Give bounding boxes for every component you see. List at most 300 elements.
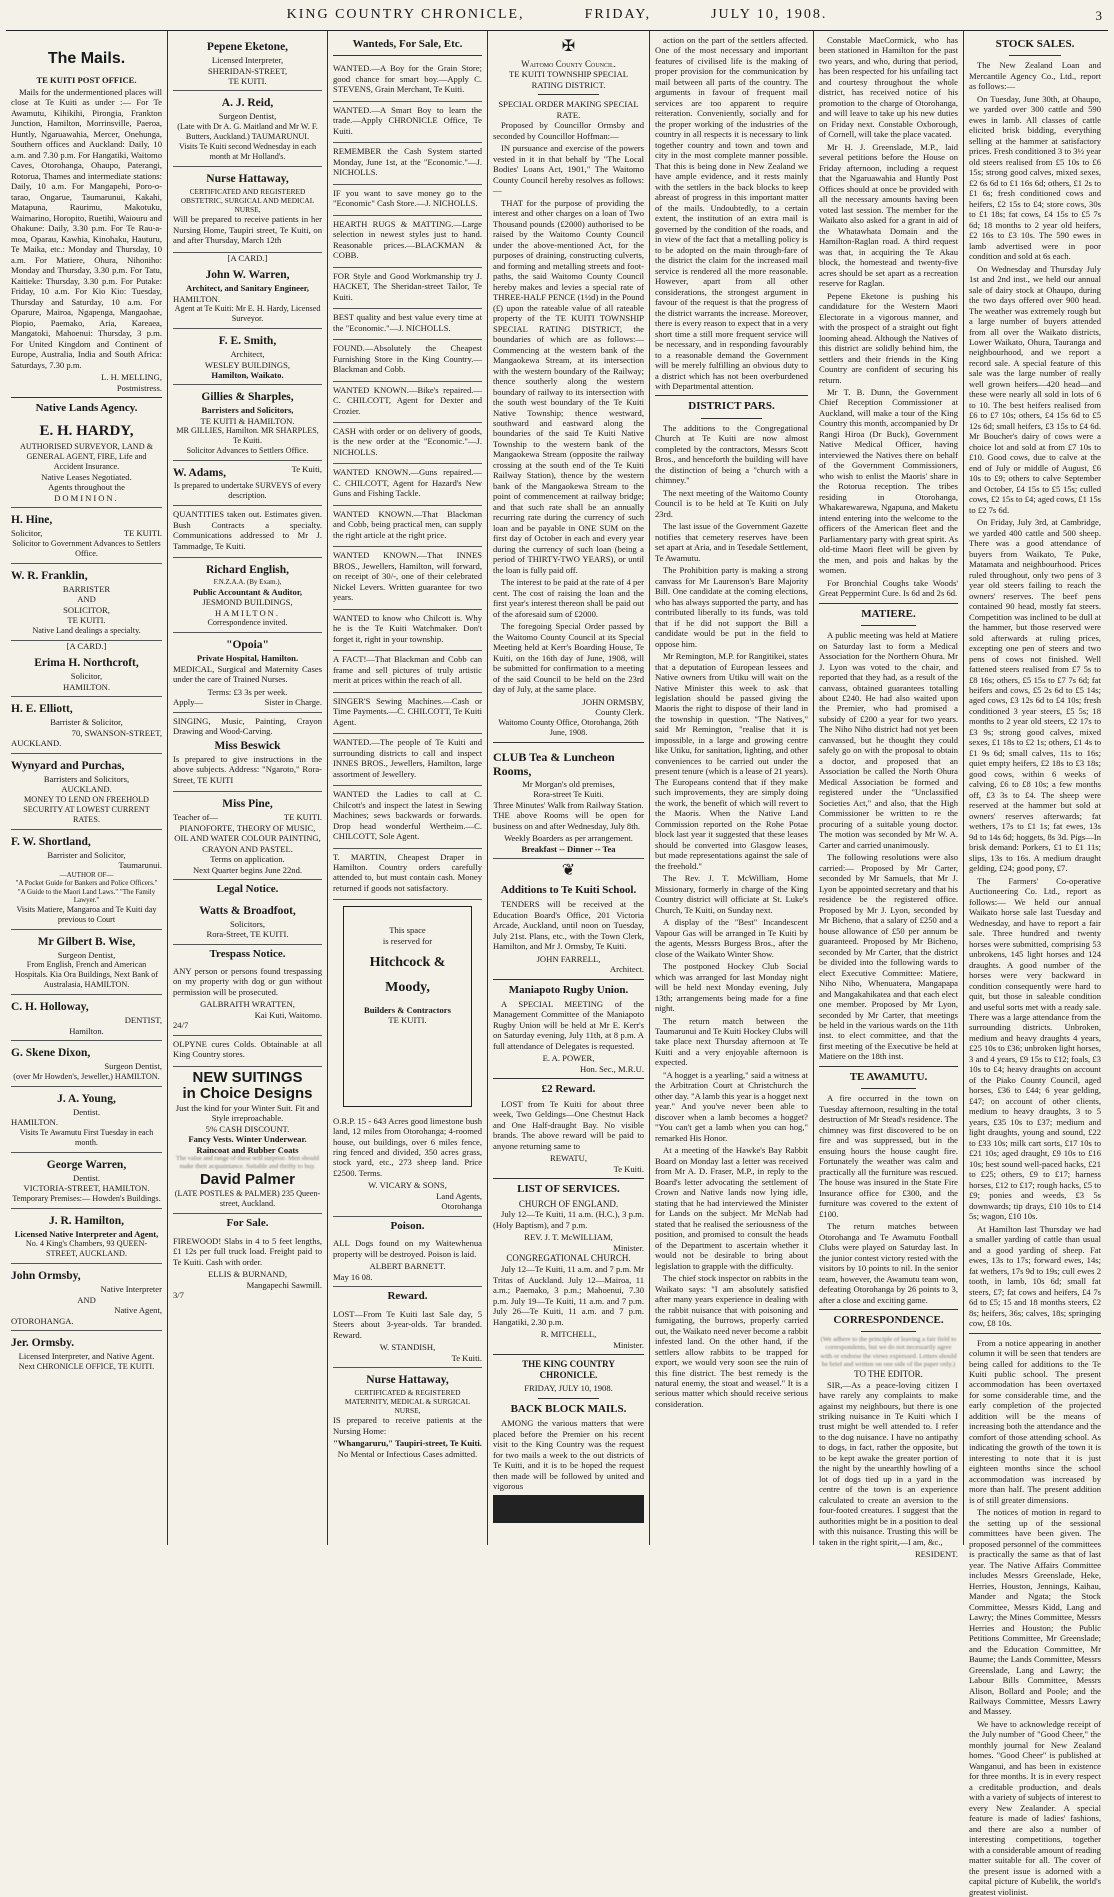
suitings-text: Just the kind for your Winter Suit. Fit and Style irreproachable. — [175, 1102, 320, 1124]
wanteds-heading: Wanteds, For Sale, Etc. — [352, 38, 463, 50]
council-para-4: The foregoing Special Order passed by the Waitomo County Council at its Special Meeting held at Kerr's Boarding House, Te Kuiti, on the 16th day of June, 1908, will be submitted for confirmation to a meeting of the said Council to be held on the 23rd day of July, at the same place. — [493, 621, 644, 695]
holloway-role: DENTIST, — [124, 1015, 162, 1026]
correspondence-note: (We adhere to the principle of leaving a fair field to correspondents, but we do not necessarily agree with or endorse the views expressed. Letters should be brief and written on one side of the paper only.) — [820, 1336, 957, 1368]
opoia-terms: Terms: £3 3s per week. — [207, 686, 288, 697]
postmaster-role: Postmistress. — [116, 382, 162, 393]
shortland-role: Barrister and Solicitor, — [47, 849, 126, 860]
wanted-ad-text: REMEMBER the Cash System started Monday, June 1st, at the "Economic."—J. NICHOLLS. — [333, 146, 482, 178]
ormsby-role1: Native Interpreter — [100, 1284, 162, 1295]
firewood-ref: 3/7 — [173, 1290, 184, 1301]
adams-name: W. Adams, — [173, 467, 226, 480]
wanted-ad — [333, 547, 482, 609]
wynyard-ad — [11, 754, 162, 830]
english-ad — [173, 558, 322, 633]
wanted-ad — [333, 786, 482, 848]
opoia-role: Private Hospital, Hamilton. — [196, 653, 299, 664]
club-sub: Mr Morgan's old premises, — [522, 778, 615, 789]
nurse-name: Nurse Hattaway, — [206, 172, 289, 185]
elliott-ad — [11, 697, 162, 753]
english-cred: F.N.Z.A.A. (By Exam.), — [213, 578, 282, 587]
wanted-ad-text: WANTED.—A Smart Boy to learn the trade.—Apply CHRONICLE Office, Te Kuiti. — [333, 104, 482, 136]
reward-text: LOST—From Te Kuiti last Sale day, 5 Steers about 3-year-olds. Tar branded. Reward. — [333, 1308, 482, 1340]
wanted-ad — [333, 143, 482, 184]
pepene-addr: SHERIDAN-STREET, — [207, 65, 288, 76]
suitings-small-print: The value and range of these will surprise. Men should make their acquaintance. Suitable and thrifty to buy. — [176, 1155, 319, 1171]
hine-ad — [11, 508, 162, 564]
church1-heading: CHURCH OF ENGLAND. — [518, 1198, 619, 1209]
stock-sales-heading: STOCK SALES. — [995, 38, 1075, 50]
wanted-ad-text: FOUND.—Absolutely the Cheapest Furnishing Store in the King Country.—Blackman and Cobb. — [333, 343, 482, 375]
club-text: THE above Rooms will be open for business on and after Wednesday, July 8th. — [493, 810, 644, 831]
wanted-ad-text: WANTED the Ladies to call at C. Chilcott's and inspect the latest in Sewing Machines; sews backwards or forwards. Drop head wonderful Wertheim.—C. CHILCOTT, Sole Agent. — [333, 789, 482, 842]
pine-teacher: Teacher of— — [173, 812, 218, 823]
church2-role: Minister. — [613, 1339, 644, 1350]
par-7: A display of the "Best" Incandescent Vapour Gas will be arranged in Te Kuiti by the agents, Messrs Burgess Bros., after the close of the Waikato Winter Show. — [655, 917, 808, 959]
jer-name: Jer. Ormsby. — [11, 1337, 75, 1350]
poison-text: ALL Dogs found on my Waitewhenua property will be destroyed. Poison is laid. — [333, 1238, 482, 1259]
wanted-ad — [333, 268, 482, 309]
watts-ad — [173, 899, 322, 945]
hine-name: H. Hine, — [11, 514, 53, 527]
paper-name: THE KING COUNTRY CHRONICLE. — [522, 1359, 615, 1381]
dixon-role: Surgeon Dentist, — [104, 1061, 162, 1072]
adams-ad — [173, 461, 322, 506]
par-6: The Rev. J. T. McWilliam, Home Missionary, formerly in charge of the King Country district will officiate at St. Luke's Church, Te Kuiti, on Sunday next. — [655, 873, 808, 915]
wanted-ad-text: WANTED.—The people of Te Kuiti and surrounding districts to call and inspect INNES BROS., Jewellers, Hamilton, large assortment of Jewellery. — [333, 737, 482, 779]
church1-role: Minister. — [613, 1242, 644, 1253]
gwarren-ad — [11, 1153, 162, 1209]
church1-text: July 12—Te Kuiti, 11 a.m. (H.C.), 3 p.m. (Holy Baptism), and 7 p.m. — [493, 1209, 644, 1230]
jer-ormsby-ad — [11, 1331, 162, 1376]
gillies-role: Barristers and Solicitors, — [201, 405, 294, 416]
wynyard-text: MONEY TO LEND ON FREEHOLD SECURITY AT LOWEST CURRENT RATES. — [23, 794, 150, 824]
ormsby-and: AND — [77, 1294, 96, 1305]
column-3 — [328, 31, 488, 1545]
column-2 — [168, 31, 328, 1545]
northcroft-name: Erima H. Northcroft, — [34, 657, 139, 670]
par-4: The Prohibition party is making a strong canvass for Mr Laurenson's Bare Majority Bill. One candidate at the coming elections, who has always supported the party, and has contributed liberally to its funds, was told that if he did not support the Bill a candidate would be put in the field to oppose him. — [655, 565, 808, 649]
wanted-ad-text: WANTED KNOWN.—That INNES BROS., Jewellers, Hamilton, will forward, on receipt of 30/-, one of their celebrated Nickel Levers. Written guarantee for two years. — [333, 550, 482, 603]
jer-text: Next CHRONICLE OFFICE, TE KUITI. — [18, 1361, 155, 1371]
wanted-ad-text: WANTED KNOWN.—That Blackman and Cobb, being practical men, can supply the right article at the right price. — [333, 508, 482, 540]
young-role: Dentist. — [73, 1106, 100, 1117]
club-walk: Three Minutes' Walk from Railway Station. — [493, 799, 644, 810]
gwarren-addr: VICTORIA-STREET, HAMILTON. — [23, 1183, 150, 1194]
david-palmer-name: David Palmer — [199, 1171, 296, 1189]
pine-name: Miss Pine, — [222, 798, 273, 811]
adams-text: Is prepared to undertake SURVEYS of every description. — [173, 481, 322, 501]
council-sign: JOHN ORMSBY, — [582, 696, 644, 707]
services-heading: LIST OF SERVICES. — [517, 1183, 620, 1196]
matiere-heading: MATIERE. — [861, 607, 916, 620]
wanted-ad — [333, 60, 482, 101]
trespass-text: ANY person or persons found trespassing on my property with dog or gun without permission will be prosecuted. — [173, 966, 322, 997]
rugby-role: Hon. Sec., M.R.U. — [580, 1063, 644, 1074]
wanteds-list — [333, 60, 482, 900]
watts-place: Rora-Street, TE KUITI. — [206, 929, 289, 940]
opoia-apply: Apply— — [173, 697, 204, 708]
shortland-books: "A Pocket Guide for Bankers and Police Officers." "A Guide to the Maori Land Laws." "The Family Lawyer." — [15, 879, 158, 905]
hardy-negotiated: Native Leases Negotiated. — [41, 471, 132, 482]
franklin-place: TE KUITI. — [67, 615, 106, 626]
news-1: Constable MacCormick, who has been stationed in Hamilton for the past two years, and who, during that period, has been respected for his unfailing tact and courtesy throughout the whole district, has received notice of his promotion to the charge of Otorohanga, and will leave to take up his new duties on Friday next. Constable Oxborough, of Cornell, will take the place vacated. — [819, 35, 958, 140]
council-para-2: THAT for the purpose of providing the interest and other charges on a loan of Two Thousand pounds (£2000) authorised to be raised by the Waitomo County Council under the above-mentioned Act, for the purposes of draining, constructing culverts, and forming and metalling streets and foot-paths, the said Waitomo County Council hereby makes and levies a special rate of THREE-HALF PENCE (1½d) in the Pound (£) upon the rateable value of all rateable property of the TE KUITI TOWNSHIP SPECIAL RATING DISTRICT, the boundaries of which are as follows:—Commencing at the western bank of the Mangaokewa Stream, at its intersection with the western boundary of the Railway; thence southerly along the western boundary of railway to its intersection with the south west boundary of the Te Kuiti Native Township; thence westward, southward and eastward along the boundaries of the said Te Kuiti Native Township to the western bank of the Mangaokewa Stream (opposite the railway crossing at the south end of the Te Kuiti Railway Station), thence by the western bank of the Mangaokewa Stream to the point of commencement at railway bridge; and that such rate shall be an annually recurring rate during the currency of such loan and be payable in ONE SUM on the first day of October in each and every year during the currency of such loan (being a period of THIRTY-TWO YEARS), or until the loan is fully paid off. — [493, 197, 644, 575]
wanted-ad — [333, 651, 482, 692]
stock-3: On Wednesday and Thursday July 1st and 2nd inst., we held our annual sale of dairy stock at Ohaupo, during the two days offered over 900 head. The weather was extremely rough but a large number of buyers attended from all over the Waikato districts, Lower Waikato, Ohura, Tauranga and neighbourhood, and we report a record sale. A special feature of this sale was the large number of really well grown heifers—420 head—and these were nearly all sold in lots of 6 to 10. The best heifers realised from £6 to £7 10s; others, £4 15s 6d to £5 12s 6d; small heifers, £3 15s to £4 6d. Mr Boucher's dairy of cows were a choice lot and sold at from £7 10s to £10. Good cows, due to calve at the end of July or middle of August, £6 10s to £9; others to calve September and October, £4 15s to £5 15s; culled cows, £2 15s to £4; aged cows, £1 15s to £2 7s 6d. — [969, 263, 1101, 515]
orp-sign: W. VICARY & SONS, — [368, 1180, 447, 1191]
orp-place: Otorohanga — [441, 1201, 482, 1212]
rugby-heading: Maniapoto Rugby Union. — [508, 983, 629, 996]
jwarren-name: John W. Warren, — [205, 269, 290, 282]
news-4: Mr T. B. Dunn, the Government Chief Reception Commissioner at Auckland, will make a tour of the King Country this month, accompanied by Dr Rangi Hiroa (Dr Buck), Government Native Medical Officer, having interviewed the Natives there on behalf of the Government Commissioners, who wish to enlist the Maoris' share in the Rotorua reception. The tribes residing in Otorohanga, Whakarewarewa, Ngapuna, and Maketu intend entering into the welcome to the officers of the American fleet and the Parliamentary party with great spirit. As old-time Maori fleet will be given by the men, and pois and hakas by the women. — [819, 386, 958, 576]
gwarren-name: George Warren, — [46, 1158, 127, 1171]
masthead — [6, 0, 1108, 31]
school-text: TENDERS will be received at the Education Board's Office, 201 Victoria Arcade, Auckland, until noon on Tuesday, July 21st. Plans, etc., with the Town Clerk, Hamilton, and Mr J. Ormsby, Te Kuiti. — [493, 899, 644, 952]
back-block-heading: BACK BLOCK MAILS. — [510, 1402, 627, 1415]
wynyard-role: Barristers and Solicitors, — [43, 773, 130, 784]
pine-subjects: PIANOFORTE, THEORY OF MUSIC, OIL AND WATER COLOUR PAINTING, CRAYON AND PASTEL. — [174, 822, 321, 854]
trespass-ad — [173, 963, 322, 1036]
stock-1: The New Zealand Loan and Mercantile Agency Co., Ltd., report as follows:— — [969, 60, 1101, 92]
reid-visits: Visits Te Kuiti second Wednesday in each month at Mr Holland's. — [178, 141, 317, 161]
trespass-place: Kai Kuti, Waitomo. — [254, 1009, 322, 1020]
english-text: Correspondence invited. — [207, 618, 288, 628]
orp-text: O.R.P. 15 - 643 Acres good limestone bush land, 12 miles from Otorohanga; 4-roomed house, out buildings, over 6 miles fence, ring fenced and divided, 350 acres grass, stock yard, etc., 273 sheep land. Price £2500. Terms. — [333, 1115, 482, 1178]
box-line-2: is reserved for — [382, 935, 433, 946]
gillies-name: Gillies & Sharples, — [201, 391, 294, 404]
par-5: Mr Remington, M.P. for Rangitikei, states that a deputation of European lessees and Native owners from Utiku will wait on the Native Minister this week to ask that legislation should be passed giving the Maoris the right to dispose of their land in the township in question. "The Natives," said Mr Remington, "realise that it is impossible, in a large and growing centre like Utiku, for sanitation, lighting, and other conveniences to be carried out under the present tenure (which is a lease of 21 years). The Europeans contend that if they make such improvements, they are simply doing the work, the benefit of which will revert to the Maoris. When the Native Land Commission reported on the Rohe Potae block last year it suggested that these leases should be converted into Glasgow leases, but made representations against the sale of the freehold." — [655, 651, 808, 871]
hamilton-ad — [11, 1209, 162, 1265]
par-3: The last issue of the Government Gazette notifies that cemetery reserves have been set apart at Aria, and in Tesedale Settlement, Te Awamutu. — [655, 521, 808, 563]
wanted-ad — [333, 464, 482, 505]
mails-text: Mails for the undermentioned places will close at Te Kuiti as under :— For Te Awamutu, Kihikihi, Pirongia, Frankton Junction, Hamilton, Morrinsville, Paeroa, Huntly, Ngaruawahia, Mercer, Onehunga, Southern offices and Auckland: Daily, 10 a.m. and 7.30 p.m. For Hangatiki, Waitomo Caves, Otorohanga, Ohaupo, Paterangi, Rotorua, Thames and intermediate stations: Daily, 10 a.m. For Mangapehi, Poro-o-tarao, Ongarue, Taumarunui, Kakahi, Matapuna, Raurimu, Makotuku, Waimarino, Horopito, Ruetihi, Waiouru and Ohakune: Daily, 3.30 p.m. For Te Rau-a-moa, Oparau, Kawhia, Kinohaku, Hauturu, Te Maika, etc.: Monday and Thursday, 10 a.m. For Matiere, Ohura, Nihoniho: Monday and Thursday, 3.30 p.m. For Tatu, Kaitieke: Thursday, 3.30 p.m. For Putake: Friday, 10 a.m. For Kio Kio: Tuesday, Thursday and Saturday, 10 a.m. For Oparure, Mairoa, Ngapenga, Mangaohae, Piopio, Paemako, Aria, Kareaea, Mangatoki, Mahoenui: Thursday, 3 p.m. For United Kingdom and Continent of Europe, Australia, India and South Africa: Saturdays, 7.30 p.m. — [11, 87, 162, 370]
franklin-role1: BARRISTER — [62, 583, 111, 594]
reid-role: Surgeon Dentist, — [218, 111, 277, 122]
singing-text: SINGING, Music, Painting, Crayon Drawing and Wood-Carving. — [173, 715, 322, 737]
young-place: HAMILTON. — [11, 1117, 59, 1128]
church2-heading: CONGREGATIONAL CHURCH. — [506, 1253, 631, 1264]
club-rooms-ad — [493, 747, 644, 860]
reward2-sign: REWATU, — [550, 1153, 587, 1164]
poison-heading: Poison. — [390, 1219, 425, 1232]
matiere-1: A public meeting was held at Matiere on Saturday last to form a Medical Association for the Northern Ohura. Mr J. Lyon was voted to the chair, and reported that they had, as a result of the canvass, obtained guarantees totalling about £240. He had also waited upon the Premier, who had promised a subsidy of £200 a year for two years. The Niho Niho district had not yet been canvassed, but he thought they could safely go on with the proposal to obtain a doctor, and proposed that an Association be called the North Ohura Medical Association be formed and registered under the "Unclassified Societies Act," and also, that the High Commissioner be written to re the procuring of a suitable young doctor. The motion was seconded by Mr W. A. Carter and carried unanimously. — [819, 630, 958, 850]
olpyne-text: OLPYNE cures Colds. Obtainable at all King Country stores. — [173, 1038, 322, 1060]
young-name: J. A. Young, — [57, 1092, 116, 1105]
council-office: Waitomo County Office, Otorohanga, 26th June, 1908. — [498, 717, 639, 737]
te-awamutu-1: A fire occurred in the town on Tuesday afternoon, resulting in the total destruction of Mr Stead's residence. The chimney was first discovered to be on fire and was suppressed, but in the ensuing hours the house caught fire. Fortunately the weather was calm and practically all the furniture was rescued. The house was insured in the State Fire Insurance office for £300, and the furniture was covered to the extent of £100. — [819, 1093, 958, 1219]
wanted-ad — [333, 309, 482, 340]
matiere-2: The following resolutions were also carried:— Proposed by Mr Carter, seconded by Mr Samuels, that Mr J. Lyon be appointed secretary and that his residence be the registered office. Proposed by Mr J. Lyon, seconded by Mr Bicheno, that a salary of £250 and a house allowance of £50 per annum be guaranteed. Proposed by Mr Bicheno, seconded by Mr Carter, that the district be divided into the following wards to elect Executive Committee: Matiere, Niho Niho, Whenuatera, Mangapapa and Mangakahikatea and that each elect one member. Proposed by Mr Lyon, seconded by Mr Carter, that meetings be held in the various wards on the 11th inst. to elect committee, and that the first meeting of the Executive be held at Matiere on the 18th inst. — [819, 852, 958, 1062]
reward-ad — [333, 1306, 482, 1368]
suitings-title-1: NEW SUITINGS — [192, 1068, 303, 1086]
wanted-ad-text: BEST quality and best value every time at the "Economic."—J. NICHOLLS. — [333, 312, 482, 333]
school-sign: JOHN FARRELL, — [536, 953, 601, 964]
column-4 — [488, 31, 650, 1545]
firewood-ad — [173, 1233, 322, 1305]
good-cheer-news: We have to acknowledge receipt of the July number of "Good Cheer," the monthly journal for New Zealand homes. "Good Cheer" is published at Wanganui, and has been in existence for three months. It is in every respect a creditable production, and deals with a variety of subjects of interest to every New Zealander. A special feature is made of ladies' fashions, and there are also a number of interesting competitions, together with a considerable amount of reading matter suitable for all. The cover of the present issue is adorned with a capital picture of Kubelik, the world's greatest violinist. — [969, 1718, 1101, 1897]
jwarren-agent: Agent at Te Kuiti: Mr E. H. Hardy, Licensed Surveyor. — [174, 304, 321, 323]
trespass-heading: Trespass Notice. — [209, 947, 286, 960]
box-line-4: Moody, — [385, 980, 430, 996]
hardy-dominion: DOMINION. — [54, 492, 119, 503]
watts-role: Solicitors, — [229, 918, 266, 929]
english-name: Richard English, — [205, 564, 290, 577]
club-addr: Rora-street Te Kuiti. — [533, 789, 604, 800]
legal-notice-heading: Legal Notice. — [216, 883, 279, 896]
poison-ad — [333, 1235, 482, 1287]
council-sign-role: County Clerk. — [595, 707, 644, 718]
school-crest-icon: ❦ — [561, 862, 576, 880]
suitings-title-2: in Choice Designs — [182, 1085, 313, 1103]
hardy-name: E. H. HARDY, — [39, 423, 134, 440]
stock-6: At Hamilton last Thursday we had a smaller yarding of cattle than usual and a good yarding of sheep. Fat ewes, 13s to 17s; forward ewes, 14s; fat wethers, 17s 9d to 19s; cull ewes 2 tooth, in lamb, 10s 6d; small fat steers, £7; fat cows and heifers, £4 7s 6d to £5; 15 and 18 months steers, £2 8s; heifers, 36s; calves, 18s; springing cow, £8 10s. — [969, 1223, 1101, 1329]
council-para-3: The interest to be paid at the rate of 4 per cent. The cost of raising the loan and the first year's interest thereon shall be paid out of the aforesaid sum of £2000. — [493, 577, 644, 619]
smith-ad — [173, 329, 322, 385]
page-number: 3 — [1095, 8, 1102, 23]
beswick-name: Miss Beswick — [214, 739, 281, 752]
wise-text: From English, French and American Hospitals. Kia Ora Buildings, Next Bank of Australasia, HAMILTON. — [14, 960, 159, 990]
wynyard-place: AUCKLAND. — [61, 784, 112, 795]
quantities-ad — [173, 506, 322, 558]
church1-sign: REV. J. T. McWILLIAM, — [524, 1232, 613, 1243]
smith-name: F. E. Smith, — [218, 335, 277, 347]
smith-place: Hamilton, Waikato. — [211, 369, 284, 380]
young-text: Visits Te Awamutu First Tuesday in each month. — [19, 1127, 154, 1147]
shortland-ad — [11, 830, 162, 930]
reid-name: A. J. Reid, — [221, 97, 274, 110]
wanted-ad-text: IF you want to save money go to the "Economic" Cash Store.—J. NICHOLLS. — [333, 187, 482, 209]
hardy-text: AUTHORISED SURVEYOR, LAND & GENERAL AGENT, FIRE, Life and Accident Insurance. — [19, 441, 154, 471]
nurse2-home: "Whangaruru," Taupiri-street, Te Kuiti. — [333, 1438, 482, 1449]
jwarren-ad — [173, 263, 322, 329]
council-heading: Waitomo County Council. — [521, 58, 616, 69]
committees-news: The notices of motion in regard to the setting up of the sessional committees have been given. The proposed personnel of the committees is practically the same as that of last year. The Native Affairs Committee includes Messrs Greenslade, Heke, Herries, Houston, Jennings, Kaihau, Mander and Ngata; the Stock Committee, Messrs Kidd, Lang and Lawry; the Mines Committee, Messrs Herries and Houston; the Public Petitions Committee, Mr Greenslade; and the Education Committee, Mr Baume; the Lands Committee, Messrs Greenslade, Lang and Lawry; the Labour Bills Committee, Messrs Alison, Bollard and Poole; and the Railways Committee, Messrs Lawry and Massey. — [969, 1507, 1101, 1717]
opoia-ad — [173, 633, 322, 712]
column-6 — [814, 31, 964, 1560]
orp-ad — [333, 1113, 482, 1217]
reward2-place: Te Kuiti. — [613, 1163, 644, 1174]
paper-date: FRIDAY, JULY 10, 1908. — [524, 1383, 613, 1394]
te-awamutu-2: The return matches between Otorohanga and Te Awamutu Football Clubs were played on Saturday last. In the junior contest victory rested with the visitors by 10 points to nil. In the senior team, however, the Awamutu team won, defeating Otorohanga by 26 points to 3, after a close and exciting game. — [819, 1221, 958, 1305]
school-heading: Additions to Te Kuiti School. — [500, 883, 637, 896]
holloway-ad — [11, 995, 162, 1041]
pine-quarter: Next Quarter begins June 22nd. — [192, 864, 303, 875]
smith-role: Architect, — [230, 349, 265, 360]
council-proposed: Proposed by Councillor Ormsby and seconded by Councillor Hoffman:— — [493, 120, 644, 141]
ormsby-role2: Native Agent, — [114, 1305, 162, 1316]
news-3: Pepene Eketone is pushing his candidature for the Western Maori Electorate in a vigorous manner, and with the prospect of a straight out fight looming ahead. Although the Natives of this district are solidly behind him, the settlers and their friends in the King Country are confident of securing his return. — [819, 290, 958, 385]
pine-ad — [173, 792, 322, 880]
par-8: The postponed Hockey Club Social which was arranged for last Monday night will be held next Monday evening, July 13th; arrangements being made for a fine night. — [655, 961, 808, 1014]
native-lands-heading: Native Lands Agency. — [35, 402, 138, 415]
masthead-date: JULY 10, 1908. — [711, 7, 828, 22]
wise-name: Mr Gilbert B. Wise, — [37, 935, 136, 948]
firewood-place: Mangapechi Sawmill. — [246, 1279, 322, 1290]
pine-place: TE KUITI. — [283, 812, 322, 823]
school-news: From a notice appearing in another column it will be seen that tenders are being called for additions to the Te Kuiti public school. The present accommodation has been overtaxed for some considerable time, and the early completion of the projected addition will be the means of increasing both the attendance and the comfort of those attending school. As indicating the growth of the town it is interesting to note that it is just eighteen months since the school accommodation was increased by more than half. The present addition is of still greater dimensions. — [969, 1337, 1101, 1505]
elliott-role: Barrister & Solicitor, — [50, 717, 123, 728]
damaged-area — [493, 1495, 644, 1523]
wanted-ad-text: FOR Style and Good Workmanship try J. HACKET, The Sheridan-street Tailor, Te Kuiti. — [333, 270, 482, 302]
wise-role: Surgeon Dentist, — [57, 949, 116, 960]
nurse2-text: IS prepared to receive patients at the Nursing Home: — [333, 1415, 482, 1436]
wanted-ad-text: A FACT!—That Blackman and Cobb can frame and sell pictures of truly artistic merit at prices within the reach of all. — [333, 654, 482, 686]
gillies-ad — [173, 385, 322, 461]
holloway-name: C. H. Holloway, — [11, 1001, 89, 1014]
stock-5: The Farmers' Co-operative Auctioneering Co. Ltd., report as follows:— We held our annual Waikato horse sale last Tuesday and Wednesday, and have to report a fair sale. Three hundred and twenty horses were submitted, comprising 53 unbrokens, 145 light horses and 124 draughts. A good number of the horses were very backward in condition consequently were hard to quit, but those in saleable condition and useful sorts met with a ready sale. There was a large attendance from the surrounding districts. Unbroken, medium and heavy draughts 4 years, £25 10s to £36; unbroken light horses, 3 and 4 years, £9 15s to £12; foals, £3 10s to £4; heavy draughts on account of the Piako County Council, aged horses, £36 to £44; 6 year gelding, £47; on account of other clients, medium to heavy draughts, 3 to 5 years, £35 10s to £37; medium and light draughts, young and sound, £22 to £33 10s; milk cart sorts, £17 10s to £21 10s; aged draught, £9 10s to £16 10s; best sound well-paced hacks, £21 to £25; others, £9 to £17; harness horses, £12 to £17; rough hacks, £5 to £9; ponies and weeds, £3 5s downwards; tip drays, £10 10s to £14 5s; wagon, £10 10s. — [969, 875, 1102, 1222]
olpyne-ad — [173, 1036, 322, 1067]
elliott-name: H. E. Elliott, — [11, 703, 73, 716]
wanted-ad-text: WANTED to know who Chilcott is. Why he is the Te Kuiti Watchmaker. Don't forget it, right in your township. — [333, 612, 482, 644]
par-10: "A hogget is a yearling," said a witness at the Arbitration Court at Christchurch the other day. "A lamb this year is a hogget next year." And you've never been able to discover when a lamb becomes a hogget? "You can't get a lamb when you can hog," remarked His Honor. — [655, 1069, 808, 1143]
reserved-space-box — [343, 906, 472, 1106]
nurse2-name: Nurse Hattaway, — [366, 1374, 449, 1387]
column-1 — [6, 31, 168, 1545]
hine-role: Solicitor, — [11, 528, 43, 539]
council-para-1: IN pursuance and exercise of the powers vested in it in that behalf by "The Local Bodies' Loans Act, 1901," The Waitomo County Council hereby resolves as follows:— — [493, 143, 644, 196]
mails-title: The Mails. — [47, 50, 126, 67]
wanted-ad-text: WANTED.—A Boy for the Grain Store; good chance for smart boy.—Apply C. STEVENS, Grain Merchant, Te Kuiti. — [333, 63, 482, 95]
wanted-ad-text: T. MARTIN, Cheapest Draper in Hamilton. Country orders carefully attended to, but must contain cash. Money returned if goods not satisfactory. — [333, 851, 482, 893]
hine-text: Solicitor to Government Advances to Settlers Office. — [12, 538, 161, 558]
nurse-text: Will be prepared to receive patients in her Nursing Home, Taupiri street, Te Kuiti, on and after Thursday, March 12th — [173, 214, 322, 246]
reward-place: Te Kuiti. — [451, 1352, 482, 1363]
church2-text: July 12—Te Kuiti, 11 a.m. and 7 p.m. Mr Tritas of Auckland. July 12—Mairoa, 11 a.m.; Paemako, 3 p.m.; Mahoenui, 7.30 p.m. July 19—Te Kuiti, 11 a.m. and 7 p.m. July 26—Te Kuiti, 11 a.m. and 7 p.m. Hangatiki, 2.30 p.m. — [493, 1264, 644, 1327]
adams-place: Te Kuiti, — [291, 464, 322, 475]
dixon-ad — [11, 1041, 162, 1087]
box-line-5: Builders & Contractors — [364, 1004, 451, 1015]
nurse2-note: No Mental or Infectious Cases admitted. — [337, 1448, 478, 1459]
masthead-day: FRIDAY, — [584, 7, 652, 22]
northcroft-ad — [11, 651, 162, 697]
par-9: The return match between the Taumarunui and Te Kuiti Hockey Clubs will take place next Thursday afternoon at Te Kuiti and a very enjoyable afternoon is expected. — [655, 1015, 808, 1068]
wanted-ad — [333, 185, 482, 216]
rugby-sign: E. A. POWER, — [542, 1053, 595, 1064]
smith-addr: WESLEY BUILDINGS, — [204, 359, 291, 370]
box-line-3: Hitchcock & — [369, 955, 446, 971]
postmaster-name: L. H. MELLING, — [101, 372, 162, 383]
beswick-text: Is prepared to give instructions in the above subjects. Address: "Ngaroto," Rora-Street, TE KUITI — [173, 753, 322, 785]
wanted-ad — [333, 610, 482, 651]
poison-date: May 16 08. — [333, 1271, 373, 1282]
reward-heading: Reward. — [387, 1290, 428, 1303]
quantities-text: QUANTITIES taken out. Estimates given. Bush Contracts a specialty. Communications addressed to Mr J. Tammadge, Te Kuiti. — [173, 509, 322, 551]
jwarren-role: Architect, and Sanitary Engineer, — [186, 283, 309, 294]
letter-sign: RESIDENT. — [914, 1549, 958, 1560]
english-addr: JESMOND BUILDINGS, — [202, 597, 293, 608]
order-title: SPECIAL ORDER MAKING SPECIAL RATE. — [498, 99, 639, 120]
hamilton-addr: No. 4 King's Chambers, 93 QUEEN-STREET, AUCKLAND. — [25, 1239, 148, 1259]
hardy-ad — [11, 417, 162, 508]
franklin-ad — [11, 564, 162, 641]
card-label-2: [A CARD.] — [227, 252, 268, 263]
post-office-heading: TE KUITI POST OFFICE. — [36, 74, 137, 85]
english-role: Public Accountant & Auditor, — [192, 586, 303, 597]
wanted-ad — [333, 423, 482, 464]
gwarren-role: Dentist. — [73, 1172, 100, 1183]
wanted-ad-text: SINGER'S Sewing Machines.—Cash or Time Payments.—C. CHILCOTT, Te Kuiti Agent. — [333, 695, 482, 727]
back-block-text: AMONG the various matters that were placed before the Premier on his recent visit to the King Country was the request for two mails a week to the out districts of Te Kuiti, and it is to be hoped the request then made will be followed by united and vigorous — [493, 1418, 644, 1491]
wanted-ad — [333, 734, 482, 786]
box-line-1: This space — [389, 925, 426, 936]
reid-ad — [173, 91, 322, 167]
shortland-text: Visits Matiere, Mangaroa and Te Kuiti day previous to Court — [16, 904, 157, 924]
northcroft-place: HAMILTON. — [62, 681, 111, 692]
franklin-name: W. R. Franklin, — [11, 569, 88, 582]
franklin-text: Native Land dealings a specialty. — [32, 625, 141, 635]
opoia-text: MEDICAL, Surgical and Maternity Cases under the care of Trained Nurses. — [173, 663, 322, 685]
nurse2-role: CERTIFICATED & REGISTERED MATERNITY, MEDICAL & SURGICAL NURSE, — [344, 1388, 471, 1416]
jwarren-place: HAMILTON. — [173, 293, 221, 304]
wanted-ad — [333, 506, 482, 547]
news-5: For Bronchial Coughs take Woods' Great Peppermint Cure. Is 6d and 2s 6d. — [819, 577, 958, 599]
wise-ad — [11, 930, 162, 996]
gwarren-text: Temporary Premises:— Howden's Buildings. — [12, 1193, 161, 1203]
reward2-heading: £2 Reward. — [541, 1083, 596, 1096]
hine-place: TE KUITI. — [123, 528, 162, 539]
club-boarders: Weekly Boarders as per arrangement. — [504, 833, 633, 844]
trespass-ref: 24/7 — [173, 1020, 189, 1031]
card-label: [A CARD.] — [66, 640, 107, 651]
reward-sign: W. STANDISH, — [379, 1342, 436, 1353]
wanted-ad-text: CASH with order or on delivery of goods, is the new order at the "Economic."—J. NICHOLLS. — [333, 426, 482, 457]
pepene-ad — [173, 35, 322, 91]
par-11: At a meeting of the Hawke's Bay Rabbit Board on Monday last a letter was received from Mr A. D. Fraser, M.P., in reply to the Board's letter advocating the settlement of Crown and Native lands now lying idle, stating that he had interviewed the Minister for Lands on the subject. Mr McNab had stated that he realised the seriousness of the position, and promised to consult the heads of the Department to ascertain whether it would not be desirable to bring about legislation to grapple with the difficulty. — [655, 1145, 808, 1271]
hardy-agents: Agents throughout the — [48, 482, 125, 493]
box-line-6: TE KUITI. — [388, 1015, 427, 1026]
school-role: Architect. — [609, 964, 644, 975]
stock-4: On Friday, July 3rd, at Cambridge, we yarded 400 cattle and 500 sheep. There was a good attendance of buyers from Waikato, Te Puke, Matamata and neighbourhood. Prices ruled throughout, only two pens of 3 year old steers failing to reach the owners' reserves. The beef pens contained 90 head, mostly fat steers. Competition was inclined to be dull at the hammer, but those reserved were sold afterwards at ruling prices, excepting one pen of steers and two pens of cows not finished. Well fattened steers realised from £7 5s to £8 16s; others, £5 15s to £7 7s 6d; fat heifers and cows, £5 2s 6d to £5 14s; aged cows, £3 12s 6d to £4 10s; fresh conditioned 3 year steers, £5 5s; 18 months to 2 year old steers, £2 17s to £3 9s; strong good calves, mixed sexes, £1 18s to £2 1s; others, £1 4s to £1 9s 6d; small calves, 11s to 16s; quiet empty heifers, £2 18s to £3 18s; good cows, within 6 weeks of calving, £6 to £8 10s; a few months off, £3 3s to £4. The sheep were reserved at the hammer but sold at owners' reserves afterwards; fat wethers, 17s to £1 1s; fat ewes, 13s 9d to 14s 6d; hoggets, 8s 3d. Pigs—In brisk demand: Porkers, £1 to £1 11s; slips, 13s to 16s. A medium draught gelding, £24; good pony, £7. — [969, 517, 1102, 874]
stock-2: On Tuesday, June 30th, at Ohaupo, we yarded over 300 cattle and 590 ewes in lamb. All classes of cattle elicited brisk bidding, everything selling at the hammer at satisfactory prices. Fresh conditioned 3 to 3½ year old steers realised from £5 10s to £6 15s; strong good calves, mixed sexes, £2 6s 6d to £1 16s 6d; others, £1 2s to £1 6s; fresh conditioned cows and heifers, £2 15s to £4; store cows, 30s to £1 18s; fat cows, £4 15s to £5 7s 6d; 18 months to 2 year old heifers, £2 16s to £3 10s. The 590 ewes in lamb advertised were in poor condition and sold at 6s each. — [969, 93, 1101, 262]
correspondence-heading: CORRESPONDENCE. — [833, 1314, 944, 1327]
orp-role: Land Agents, — [436, 1190, 482, 1201]
wanted-ad-text: WANTED KNOWN.—Guns repaired.—C. CHILCOTT, Agent for Hazard's New Guns and Fishing Tackle. — [333, 467, 482, 499]
wanted-ad — [333, 849, 482, 901]
te-awamutu-heading: TE AWAMUTU. — [849, 1070, 928, 1083]
news-2: Mr H. J. Greenslade, M.P., laid several petitions before the House on Friday afternoon, including a request that the Ngaruawahia and Huntly Post Offices should at once be provided with all the necessary amounts having been voted last session. The member for the Waikato also asked for a grant in aid of the Whatawhata Domain and the Hamilton-Raglan road. A third request was that, in acquiring the Te Akau block, the homestead and twenty-five acres should be set apart as a recreation reserve for Raglan. — [819, 141, 958, 289]
district-pars-heading: DISTRICT PARS. — [688, 400, 775, 413]
gillies-text: Solicitor Advances to Settlers Office. — [186, 446, 309, 456]
ormsby-name: John Ormsby, — [11, 1270, 81, 1283]
watts-name: Watts & Broadfoot, — [199, 904, 296, 917]
par-1: The additions to the Congregational Church at Te Kuiti are now almost completed by the contractors, Messrs Scott Bros., and henceforth the building will have the distinction of being a "church with a chimney." — [655, 422, 808, 486]
wanted-ad-text: WANTED KNOWN.—Bike's repaired.—C. CHILCOTT, Agent for Dexter and Crozier. — [333, 384, 482, 416]
ormsby-place: OTOROHANGA. — [11, 1315, 74, 1326]
wanted-ad — [333, 382, 482, 423]
gillies-partners: MR GILLIES, Hamilton. MR SHARPLES, Te Kuiti. — [176, 426, 319, 446]
to-editor: TO THE EDITOR. — [854, 1368, 923, 1379]
masthead-title: KING COUNTRY CHRONICLE, — [286, 7, 525, 22]
david-palmer-addr: (LATE POSTLES & PALMER) 235 Queen-street, Auckland. — [174, 1189, 321, 1209]
pepene-role: Licensed Interpreter, — [211, 55, 284, 66]
wanted-ad — [333, 102, 482, 143]
for-sale-heading: For Sale. — [226, 1217, 269, 1230]
english-place: HAMILTON. — [214, 607, 281, 618]
hamilton-role: Licensed Native Interpreter and Agent, — [14, 1228, 159, 1239]
elliott-place: AUCKLAND. — [11, 738, 62, 749]
pine-terms: Terms on application. — [210, 854, 285, 865]
club-title: CLUB Tea & Luncheon Rooms, — [493, 749, 615, 779]
wanted-ad — [333, 340, 482, 381]
dixon-name: G. Skene Dixon, — [11, 1047, 91, 1060]
par-12: The chief stock inspector on rabbits in the Waikato says: "I am absolutely satisfied after many years experience in dealing with the rabbit nuisance that with poisoning and fumigating, the burrows, properly carried out, the Waikato need never become a rabbit infested land. On the other hand, if the settlers allow rabbits to be trapped for export, we would very soon see the ruin of this fine district. The best remedy is the natural enemy, the stoat and weasel." It is a serious matter which should receive serious consideration. — [655, 1273, 808, 1409]
wynyard-name: Wynyard and Purchas, — [11, 759, 125, 772]
rate-title: TE KUITI TOWNSHIP SPECIAL RATING DISTRICT. — [509, 69, 628, 90]
firewood-sign: ELLIS & BURNAND, — [207, 1269, 287, 1280]
reward2-text: LOST from Te Kuiti for about three week, Two Geldings—One Chestnut Hack and One Half-draught Bay. No visible brands. The above reward will be paid to anyone returning same to — [493, 1098, 644, 1151]
poison-sign: ALBERT BARNETT. — [369, 1261, 446, 1272]
nurse-role: CERTIFICATED AND REGISTERED OBSTETRIC, SURGICAL AND MEDICAL NURSE, — [180, 186, 315, 215]
